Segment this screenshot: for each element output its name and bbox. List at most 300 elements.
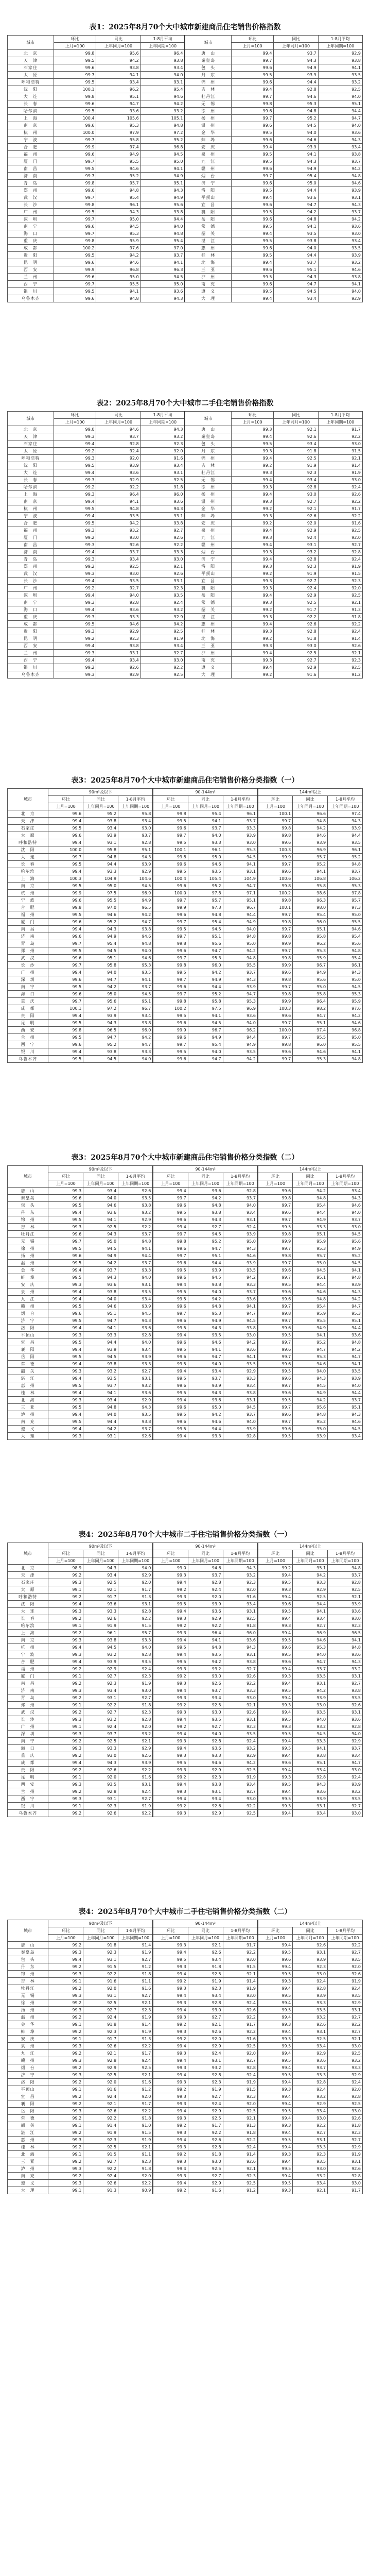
table-row <box>8 266 363 274</box>
index-cell: 99.3 <box>48 1579 83 1586</box>
table-row <box>8 1252 363 1260</box>
index-cell: 93.8 <box>223 1325 258 1332</box>
index-cell: 94.8 <box>83 1404 118 1411</box>
index-cell: 92.4 <box>83 2093 118 2100</box>
index-cell: 91.4 <box>318 462 362 469</box>
index-cell: 93.3 <box>83 868 118 875</box>
index-cell: 100.3 <box>258 846 293 854</box>
index-cell: 94.7 <box>328 1759 363 1767</box>
index-cell: 99.6 <box>231 79 274 86</box>
index-cell: 99.2 <box>231 462 274 469</box>
index-cell: 93.1 <box>83 1795 118 1803</box>
table-row <box>8 1651 363 1658</box>
index-cell: 99.7 <box>231 57 274 64</box>
index-cell: 92.7 <box>328 2028 363 2036</box>
index-cell: 92.7 <box>118 1694 153 1702</box>
index-cell: 92.7 <box>293 2129 328 2137</box>
city-cell: 西 安 <box>8 1027 48 1034</box>
index-cell: 95.2 <box>83 810 118 818</box>
index-cell: 91.7 <box>318 426 362 433</box>
index-cell: 93.1 <box>318 194 362 201</box>
index-cell: 99.7 <box>48 940 83 947</box>
table-row <box>8 2007 363 2014</box>
header-cell: 上年同月=100 <box>96 43 140 50</box>
index-cell: 94.8 <box>293 1195 328 1202</box>
index-cell: 99.2 <box>48 2093 83 2100</box>
city-cell: 惠 州 <box>8 2137 48 2144</box>
table-row <box>8 854 363 861</box>
index-cell: 99.5 <box>153 839 188 846</box>
index-cell: 92.2 <box>96 484 140 491</box>
index-cell: 99.3 <box>48 1368 83 1375</box>
index-cell: 99.3 <box>48 2043 83 2050</box>
index-cell: 99.7 <box>54 194 96 201</box>
city-cell: 石家庄 <box>8 64 54 72</box>
header-cell: 144m²以上 <box>258 789 363 796</box>
index-cell: 93.5 <box>328 1992 363 1999</box>
header-row <box>8 1557 363 1565</box>
index-cell: 93.5 <box>188 868 223 875</box>
city-cell: 哈尔滨 <box>8 1622 48 1630</box>
index-cell: 99.6 <box>153 1353 188 1361</box>
index-cell: 93.0 <box>328 1810 363 1817</box>
table-row <box>8 861 363 868</box>
index-cell: 93.0 <box>293 2115 328 2122</box>
city-cell: 丹 东 <box>8 1209 48 1216</box>
header-cell: 上年同月=100 <box>83 1180 118 1188</box>
index-cell: 95.8 <box>293 883 328 890</box>
index-cell: 92.4 <box>83 1723 118 1731</box>
index-cell: 91.9 <box>223 1985 258 1992</box>
index-cell: 99.6 <box>153 1202 188 1209</box>
table-row <box>8 72 363 79</box>
index-cell: 96.7 <box>118 1005 153 1012</box>
index-cell: 93.8 <box>83 1361 118 1368</box>
index-cell: 99.3 <box>231 585 274 592</box>
city-cell: 洛 阳 <box>8 1325 48 1332</box>
index-cell: 99.3 <box>48 2165 83 2173</box>
index-cell: 99.2 <box>48 1709 83 1716</box>
index-cell: 94.7 <box>96 100 140 108</box>
index-cell: 92.3 <box>223 1579 258 1586</box>
index-cell: 93.3 <box>140 549 185 556</box>
table-row <box>8 1404 363 1411</box>
index-cell: 93.4 <box>188 1992 223 1999</box>
index-cell: 95.1 <box>223 897 258 904</box>
index-cell: 92.1 <box>118 1999 153 2007</box>
index-cell: 92.8 <box>188 1738 223 1745</box>
index-cell: 94.9 <box>83 933 118 940</box>
index-cell: 92.3 <box>83 1949 118 1956</box>
index-cell: 93.4 <box>140 462 185 469</box>
index-cell: 92.1 <box>83 2050 118 2057</box>
index-cell: 96.1 <box>83 1630 118 1637</box>
index-cell: 99.5 <box>153 1267 188 1274</box>
index-cell: 99.4 <box>153 1949 188 1956</box>
index-cell: 93.1 <box>293 1680 328 1687</box>
table-row <box>8 1216 363 1224</box>
index-cell: 92.9 <box>118 1397 153 1404</box>
index-cell: 93.2 <box>188 1666 223 1673</box>
header-row <box>8 1935 363 1942</box>
table-row <box>8 904 363 911</box>
index-cell: 95.2 <box>293 1418 328 1426</box>
index-cell: 99.5 <box>258 2007 293 2014</box>
table-row <box>8 1985 363 1992</box>
index-cell: 104.9 <box>223 875 258 883</box>
index-cell: 99.6 <box>48 991 83 998</box>
index-cell: 94.4 <box>83 1339 118 1346</box>
table-row <box>8 50 363 57</box>
index-cell: 99.6 <box>48 1310 83 1317</box>
index-cell: 94.0 <box>188 1289 223 1296</box>
index-cell: 93.5 <box>274 230 318 238</box>
index-cell: 93.9 <box>188 1382 223 1389</box>
table-row <box>8 194 363 201</box>
index-cell: 96.4 <box>96 491 140 498</box>
index-cell: 92.0 <box>188 1594 223 1601</box>
index-cell: 97.1 <box>223 890 258 897</box>
table-section <box>7 20 363 302</box>
index-cell: 93.0 <box>223 1332 258 1339</box>
index-cell: 91.8 <box>118 2115 153 2122</box>
index-cell: 95.0 <box>83 991 118 998</box>
index-cell: 99.3 <box>48 2072 83 2079</box>
index-cell: 99.7 <box>153 897 188 904</box>
index-cell: 95.1 <box>83 1310 118 1317</box>
index-cell: 99.8 <box>258 991 293 998</box>
index-cell: 92.7 <box>118 1956 153 1963</box>
index-cell: 93.7 <box>118 1260 153 1267</box>
city-cell: 呼和浩特 <box>8 455 54 462</box>
index-cell: 92.2 <box>223 1803 258 1810</box>
index-cell: 99.5 <box>258 1992 293 1999</box>
index-cell: 93.6 <box>318 223 362 230</box>
index-cell: 96.9 <box>223 1005 258 1012</box>
index-cell: 91.3 <box>118 1594 153 1601</box>
table-row <box>8 628 363 635</box>
city-cell: 武 汉 <box>8 570 54 578</box>
index-cell: 99.2 <box>48 1694 83 1702</box>
index-cell: 93.4 <box>83 1397 118 1404</box>
index-cell: 94.0 <box>274 245 318 252</box>
table-row <box>8 1963 363 1971</box>
index-cell: 99.4 <box>48 1644 83 1651</box>
table-row <box>8 2173 363 2180</box>
index-cell: 99.3 <box>153 1572 188 1579</box>
index-cell: 99.6 <box>153 1260 188 1267</box>
index-cell: 95.0 <box>140 158 185 165</box>
city-cell: 湛 江 <box>8 1375 48 1382</box>
index-cell: 94.5 <box>293 1382 328 1389</box>
city-cell: 杭 州 <box>8 505 54 513</box>
index-cell: 99.4 <box>258 2050 293 2057</box>
index-cell: 94.7 <box>274 201 318 209</box>
index-cell: 99.3 <box>258 2187 293 2194</box>
index-cell: 93.8 <box>83 1637 118 1644</box>
price-index-table <box>7 35 363 302</box>
index-cell: 93.5 <box>188 1716 223 1723</box>
index-cell: 94.0 <box>83 969 118 976</box>
table-row <box>8 1202 363 1209</box>
index-cell: 99.3 <box>54 614 96 621</box>
table-header <box>8 1166 363 1188</box>
index-cell: 99.5 <box>153 1411 188 1418</box>
index-cell: 99.3 <box>258 1774 293 1781</box>
table-row <box>8 1572 363 1579</box>
index-cell: 93.1 <box>223 1608 258 1615</box>
index-cell: 91.5 <box>318 570 362 578</box>
index-cell: 91.8 <box>223 2129 258 2137</box>
index-cell: 99.2 <box>48 1788 83 1795</box>
city-cell: 福 州 <box>8 151 54 158</box>
index-cell: 99.4 <box>48 1289 83 1296</box>
index-cell: 98.2 <box>293 1005 328 1012</box>
index-cell: 93.9 <box>318 252 362 259</box>
index-cell: 99.2 <box>54 635 96 642</box>
index-cell: 95.1 <box>96 93 140 100</box>
index-cell: 99.5 <box>231 440 274 448</box>
index-cell: 93.0 <box>293 1702 328 1709</box>
table-row <box>8 1673 363 1680</box>
city-cell: 北 京 <box>8 426 54 433</box>
index-cell: 94.3 <box>328 1411 363 1418</box>
index-cell: 99.4 <box>153 2043 188 2050</box>
index-cell: 92.7 <box>274 657 318 664</box>
index-cell: 95.2 <box>140 137 185 144</box>
city-cell: 呼和浩特 <box>8 839 48 846</box>
index-cell: 93.5 <box>328 839 363 846</box>
city-cell: 广 州 <box>8 969 48 976</box>
table-row <box>8 657 363 664</box>
index-cell: 92.3 <box>328 1622 363 1630</box>
index-cell: 93.1 <box>328 2158 363 2165</box>
city-cell: 海 口 <box>8 991 48 998</box>
index-cell: 92.0 <box>118 1723 153 1731</box>
index-cell: 99.5 <box>48 1317 83 1325</box>
index-cell: 99.6 <box>258 1759 293 1767</box>
index-cell: 93.0 <box>223 1956 258 1963</box>
index-cell: 99.2 <box>231 520 274 527</box>
city-cell: 惠 州 <box>8 1382 48 1389</box>
index-cell: 92.3 <box>318 657 362 664</box>
index-cell: 99.2 <box>48 1615 83 1622</box>
index-cell: 99.5 <box>48 1034 83 1041</box>
index-cell: 93.0 <box>96 534 140 541</box>
table-row <box>8 1767 363 1774</box>
index-cell: 99.7 <box>258 1303 293 1310</box>
index-cell: 92.1 <box>140 563 185 570</box>
index-cell: 91.5 <box>118 2129 153 2137</box>
city-cell: 大 连 <box>8 93 54 100</box>
index-cell: 99.5 <box>48 1303 83 1310</box>
index-cell: 94.3 <box>118 1404 153 1411</box>
index-cell: 94.6 <box>96 621 140 628</box>
city-cell: 杭 州 <box>8 129 54 137</box>
index-cell: 93.7 <box>223 818 258 825</box>
index-cell: 93.3 <box>188 1433 223 1440</box>
table-row <box>8 2158 363 2165</box>
city-cell: 烟 台 <box>8 1310 48 1317</box>
index-cell: 99.5 <box>231 129 274 137</box>
index-cell: 91.4 <box>118 1942 153 1949</box>
index-cell: 96.3 <box>140 266 185 274</box>
header-cell: 环比 <box>258 1550 293 1557</box>
index-cell: 93.8 <box>318 274 362 281</box>
index-cell: 94.6 <box>328 926 363 933</box>
index-cell: 99.4 <box>231 491 274 498</box>
index-cell: 99.2 <box>153 1774 188 1781</box>
index-cell: 99.6 <box>231 64 274 72</box>
table-row <box>8 1992 363 1999</box>
index-cell: 97.4 <box>328 810 363 818</box>
index-cell: 95.7 <box>293 854 328 861</box>
city-cell: 宜 昌 <box>8 2093 48 2100</box>
index-cell: 92.7 <box>83 2158 118 2165</box>
city-cell: 烟 台 <box>185 173 231 180</box>
table-row <box>8 64 363 72</box>
index-cell: 94.1 <box>83 1389 118 1397</box>
index-cell: 94.1 <box>223 1353 258 1361</box>
index-cell: 104.9 <box>83 875 118 883</box>
table-row <box>8 1296 363 1303</box>
index-cell: 99.3 <box>153 1738 188 1745</box>
index-cell: 95.5 <box>96 281 140 288</box>
index-cell: 95.4 <box>293 911 328 919</box>
index-cell: 91.9 <box>118 1680 153 1687</box>
index-cell: 91.8 <box>83 1942 118 1949</box>
index-cell: 92.6 <box>223 2007 258 2014</box>
index-cell: 95.3 <box>293 947 328 955</box>
index-cell: 99.4 <box>54 657 96 664</box>
index-cell: 95.8 <box>293 933 328 940</box>
index-cell: 93.8 <box>188 1781 223 1788</box>
city-cell: 大 理 <box>8 1433 48 1440</box>
index-cell: 93.7 <box>328 868 363 875</box>
city-cell: 长 春 <box>8 100 54 108</box>
index-cell: 93.5 <box>118 1658 153 1666</box>
table-row <box>8 1231 363 1238</box>
city-cell: 蚌 埠 <box>8 1274 48 1281</box>
city-cell: 襄 阳 <box>185 585 231 592</box>
index-cell: 99.5 <box>48 1353 83 1361</box>
index-cell: 93.9 <box>96 462 140 469</box>
index-cell: 92.4 <box>96 448 140 455</box>
header-cell: 同比 <box>188 796 223 803</box>
city-cell: 南 宁 <box>8 223 54 230</box>
table-row <box>8 2028 363 2036</box>
index-cell: 92.5 <box>140 671 185 679</box>
index-cell: 99.5 <box>48 861 83 868</box>
city-cell: 济 宁 <box>185 556 231 563</box>
index-cell: 93.2 <box>293 1723 328 1731</box>
index-cell: 94.2 <box>96 520 140 527</box>
index-cell: 99.4 <box>48 1346 83 1353</box>
index-cell: 93.5 <box>293 2007 328 2014</box>
index-cell: 92.1 <box>188 1942 223 1949</box>
index-cell: 94.0 <box>293 1368 328 1375</box>
index-cell: 92.7 <box>328 2137 363 2144</box>
index-cell: 93.3 <box>83 1332 118 1339</box>
index-cell: 93.9 <box>83 1346 118 1353</box>
header-cell: 1-8月平均 <box>328 1927 363 1935</box>
city-cell: 温 州 <box>185 498 231 505</box>
index-cell: 93.5 <box>140 592 185 599</box>
index-cell: 92.9 <box>83 2064 118 2072</box>
index-cell: 99.7 <box>258 1404 293 1411</box>
index-cell: 93.1 <box>83 1992 118 1999</box>
index-cell: 99.5 <box>258 2108 293 2115</box>
index-cell: 94.3 <box>223 1245 258 1252</box>
index-cell: 97.5 <box>83 890 118 897</box>
city-cell: 西 安 <box>8 642 54 650</box>
index-cell: 99.4 <box>153 1716 188 1723</box>
index-cell: 99.4 <box>231 455 274 462</box>
city-cell: 成 都 <box>8 1759 48 1767</box>
index-cell: 93.9 <box>188 1601 223 1608</box>
index-cell: 99.2 <box>153 2086 188 2093</box>
index-cell: 99.7 <box>153 955 188 962</box>
index-cell: 92.9 <box>223 1368 258 1375</box>
index-cell: 99.3 <box>54 599 96 606</box>
index-cell: 92.5 <box>96 563 140 570</box>
city-cell: 兰 州 <box>8 650 54 657</box>
index-cell: 99.6 <box>258 1644 293 1651</box>
index-cell: 92.6 <box>83 2180 118 2187</box>
city-cell: 哈尔滨 <box>8 868 48 875</box>
city-cell: 长 沙 <box>8 201 54 209</box>
header-cell: 上月=100 <box>231 419 274 426</box>
city-cell: 南 昌 <box>8 541 54 549</box>
index-cell: 94.6 <box>96 426 140 433</box>
index-cell: 99.4 <box>54 440 96 448</box>
table-row <box>8 1601 363 1608</box>
index-cell: 99.2 <box>231 606 274 614</box>
index-cell: 93.9 <box>118 1353 153 1361</box>
index-cell: 95.4 <box>188 810 223 818</box>
index-cell: 93.8 <box>83 1289 118 1296</box>
index-cell: 99.4 <box>54 513 96 520</box>
index-cell: 99.8 <box>231 100 274 108</box>
index-cell: 94.1 <box>293 1745 328 1752</box>
index-cell: 92.2 <box>83 1702 118 1709</box>
table-row <box>8 209 363 216</box>
index-cell: 94.0 <box>96 592 140 599</box>
header-cell: 同比 <box>293 796 328 803</box>
index-cell: 93.4 <box>96 657 140 664</box>
table-row <box>8 998 363 1005</box>
index-cell: 95.6 <box>188 940 223 947</box>
header-cell: 90-144m² <box>153 789 258 796</box>
index-cell: 92.3 <box>118 1709 153 1716</box>
index-cell: 95.5 <box>96 158 140 165</box>
header-cell: 同比 <box>96 36 140 43</box>
index-cell: 95.8 <box>293 991 328 998</box>
header-cell: 上年同期=100 <box>118 1180 153 1188</box>
index-cell: 94.6 <box>140 93 185 100</box>
index-cell: 93.9 <box>293 1433 328 1440</box>
index-cell: 99.4 <box>258 2158 293 2165</box>
index-cell: 99.4 <box>153 1745 188 1752</box>
index-cell: 99.5 <box>258 2180 293 2187</box>
index-cell: 99.6 <box>153 1056 188 1063</box>
header-cell: 1-8月平均 <box>223 1550 258 1557</box>
city-cell: 徐 州 <box>185 108 231 115</box>
city-cell: 桂 林 <box>8 1389 48 1397</box>
header-cell: 上年同期=100 <box>140 43 185 50</box>
index-cell: 94.6 <box>274 93 318 100</box>
index-cell: 92.5 <box>223 1615 258 1622</box>
